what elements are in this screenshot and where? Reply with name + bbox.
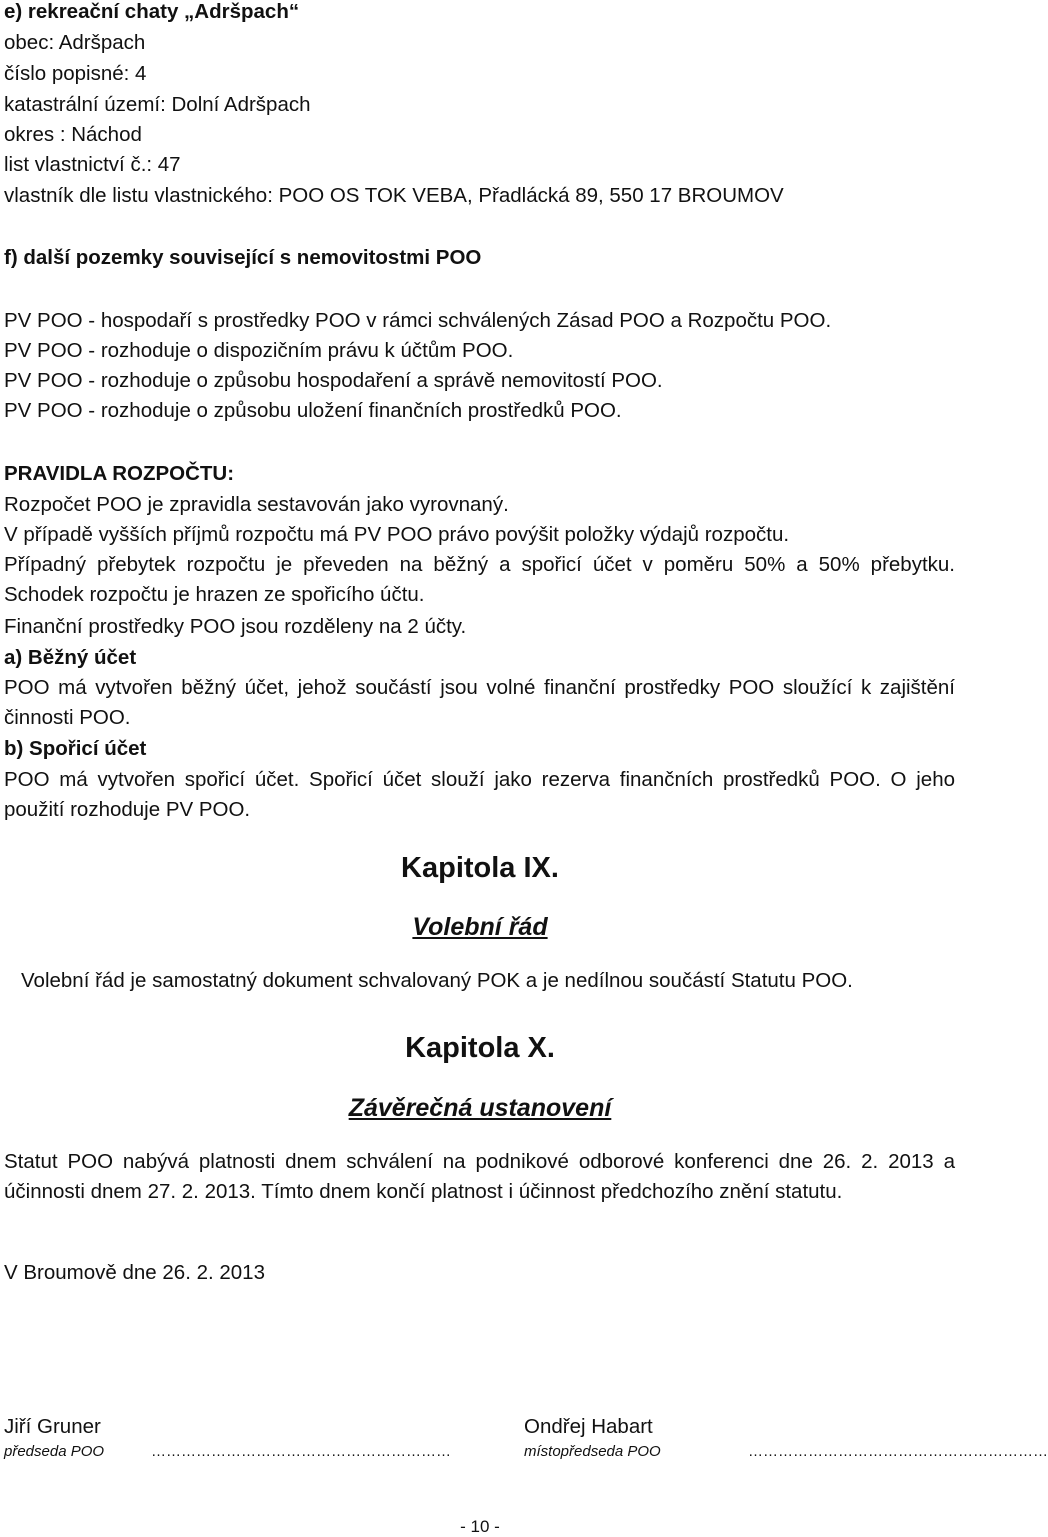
chapter-10-subtitle: Závěrečná ustanovení [348,1094,612,1122]
budget-line-higher-income: V případě vyšších příjmů rozpočtu má PV POO právo povýšit položky výdajů rozpočtu. [4,523,790,546]
savings-account-heading: b) Spořicí účet [4,737,147,760]
place-date: V Broumově dne 26. 2. 2013 [4,1261,265,1284]
savings-account-text: POO má vytvořen spořicí účet. Spořicí účet slouží jako rezerva finančních prostředků POO. O jeho použití rozhoduje PV POO. [4,768,955,821]
property-katastralni-uzemi: katastrální území: Dolní Adršpach [4,93,311,116]
signature-right-name: Ondřej Habart [524,1415,653,1438]
current-account-heading: a) Běžný účet [4,646,137,669]
budget-accounts-intro: Finanční prostředky POO jsou rozděleny na 2 účty. [4,615,467,638]
chapter-9-title: Kapitola IX. [401,852,559,884]
budget-surplus: Případný přebytek rozpočtu je převeden na běžný a spořicí účet v poměru 50% a 50% přebytku. Schodek rozpočtu je hrazen ze spořicího účtu. [4,553,955,606]
pv-rule: PV POO - rozhoduje o způsobu uložení finančních prostředků POO. [4,399,622,422]
budget-heading: PRAVIDLA ROZPOČTU: [4,462,235,485]
chapter-10-text: Statut POO nabývá platnosti dnem schválení na podnikové odborové konferenci dne 26. 2. 2013 a účinnosti dnem 27. 2. 2013. Tímto dnem končí platnost i účinnost předchozího znění statutu. [4,1150,955,1203]
budget-line-balanced: Rozpočet POO je zpravidla sestavován jako vyrovnaný. [4,493,509,516]
chapter-9-subtitle: Volební řád [412,913,548,941]
property-okres: okres : Náchod [4,123,142,146]
property-obec: obec: Adršpach [4,31,146,54]
signature-right-role: místopředseda POO [524,1443,661,1460]
property-cislo-popisne: číslo popisné: 4 [4,62,147,85]
chapter-9-text: Volební řád je samostatný dokument schvalovaný POK a je nedílnou součástí Statutu POO. [21,969,853,992]
signature-left-role: předseda POO [4,1443,105,1460]
property-heading: e) rekreační chaty „Adršpach“ [4,0,300,23]
section-f-heading: f) další pozemky související s nemovitostmi POO [4,246,482,269]
pv-rule: PV POO - rozhoduje o dispozičním právu k účtům POO. [4,339,514,362]
page-number: - 10 - [460,1517,500,1536]
pv-rule: PV POO - hospodaří s prostředky POO v rámci schválených Zásad POO a Rozpočtu POO. [4,309,832,332]
signature-right-line: …………………………………………………… [748,1443,1048,1460]
pv-rule: PV POO - rozhoduje o způsobu hospodaření a správě nemovitostí POO. [4,369,663,392]
signature-left-line: …………………………………………………… [151,1443,451,1460]
chapter-10-title: Kapitola X. [405,1032,555,1064]
current-account-text: POO má vytvořen běžný účet, jehož součástí jsou volné finanční prostředky POO sloužící k zajištění činnosti POO. [4,676,955,729]
signature-left-name: Jiří Gruner [4,1415,101,1438]
property-list-vlastnictvi: list vlastnictví č.: 47 [4,153,181,176]
property-vlastnik: vlastník dle listu vlastnického: POO OS TOK VEBA, Přadlácká 89, 550 17 BROUMOV [4,184,784,207]
